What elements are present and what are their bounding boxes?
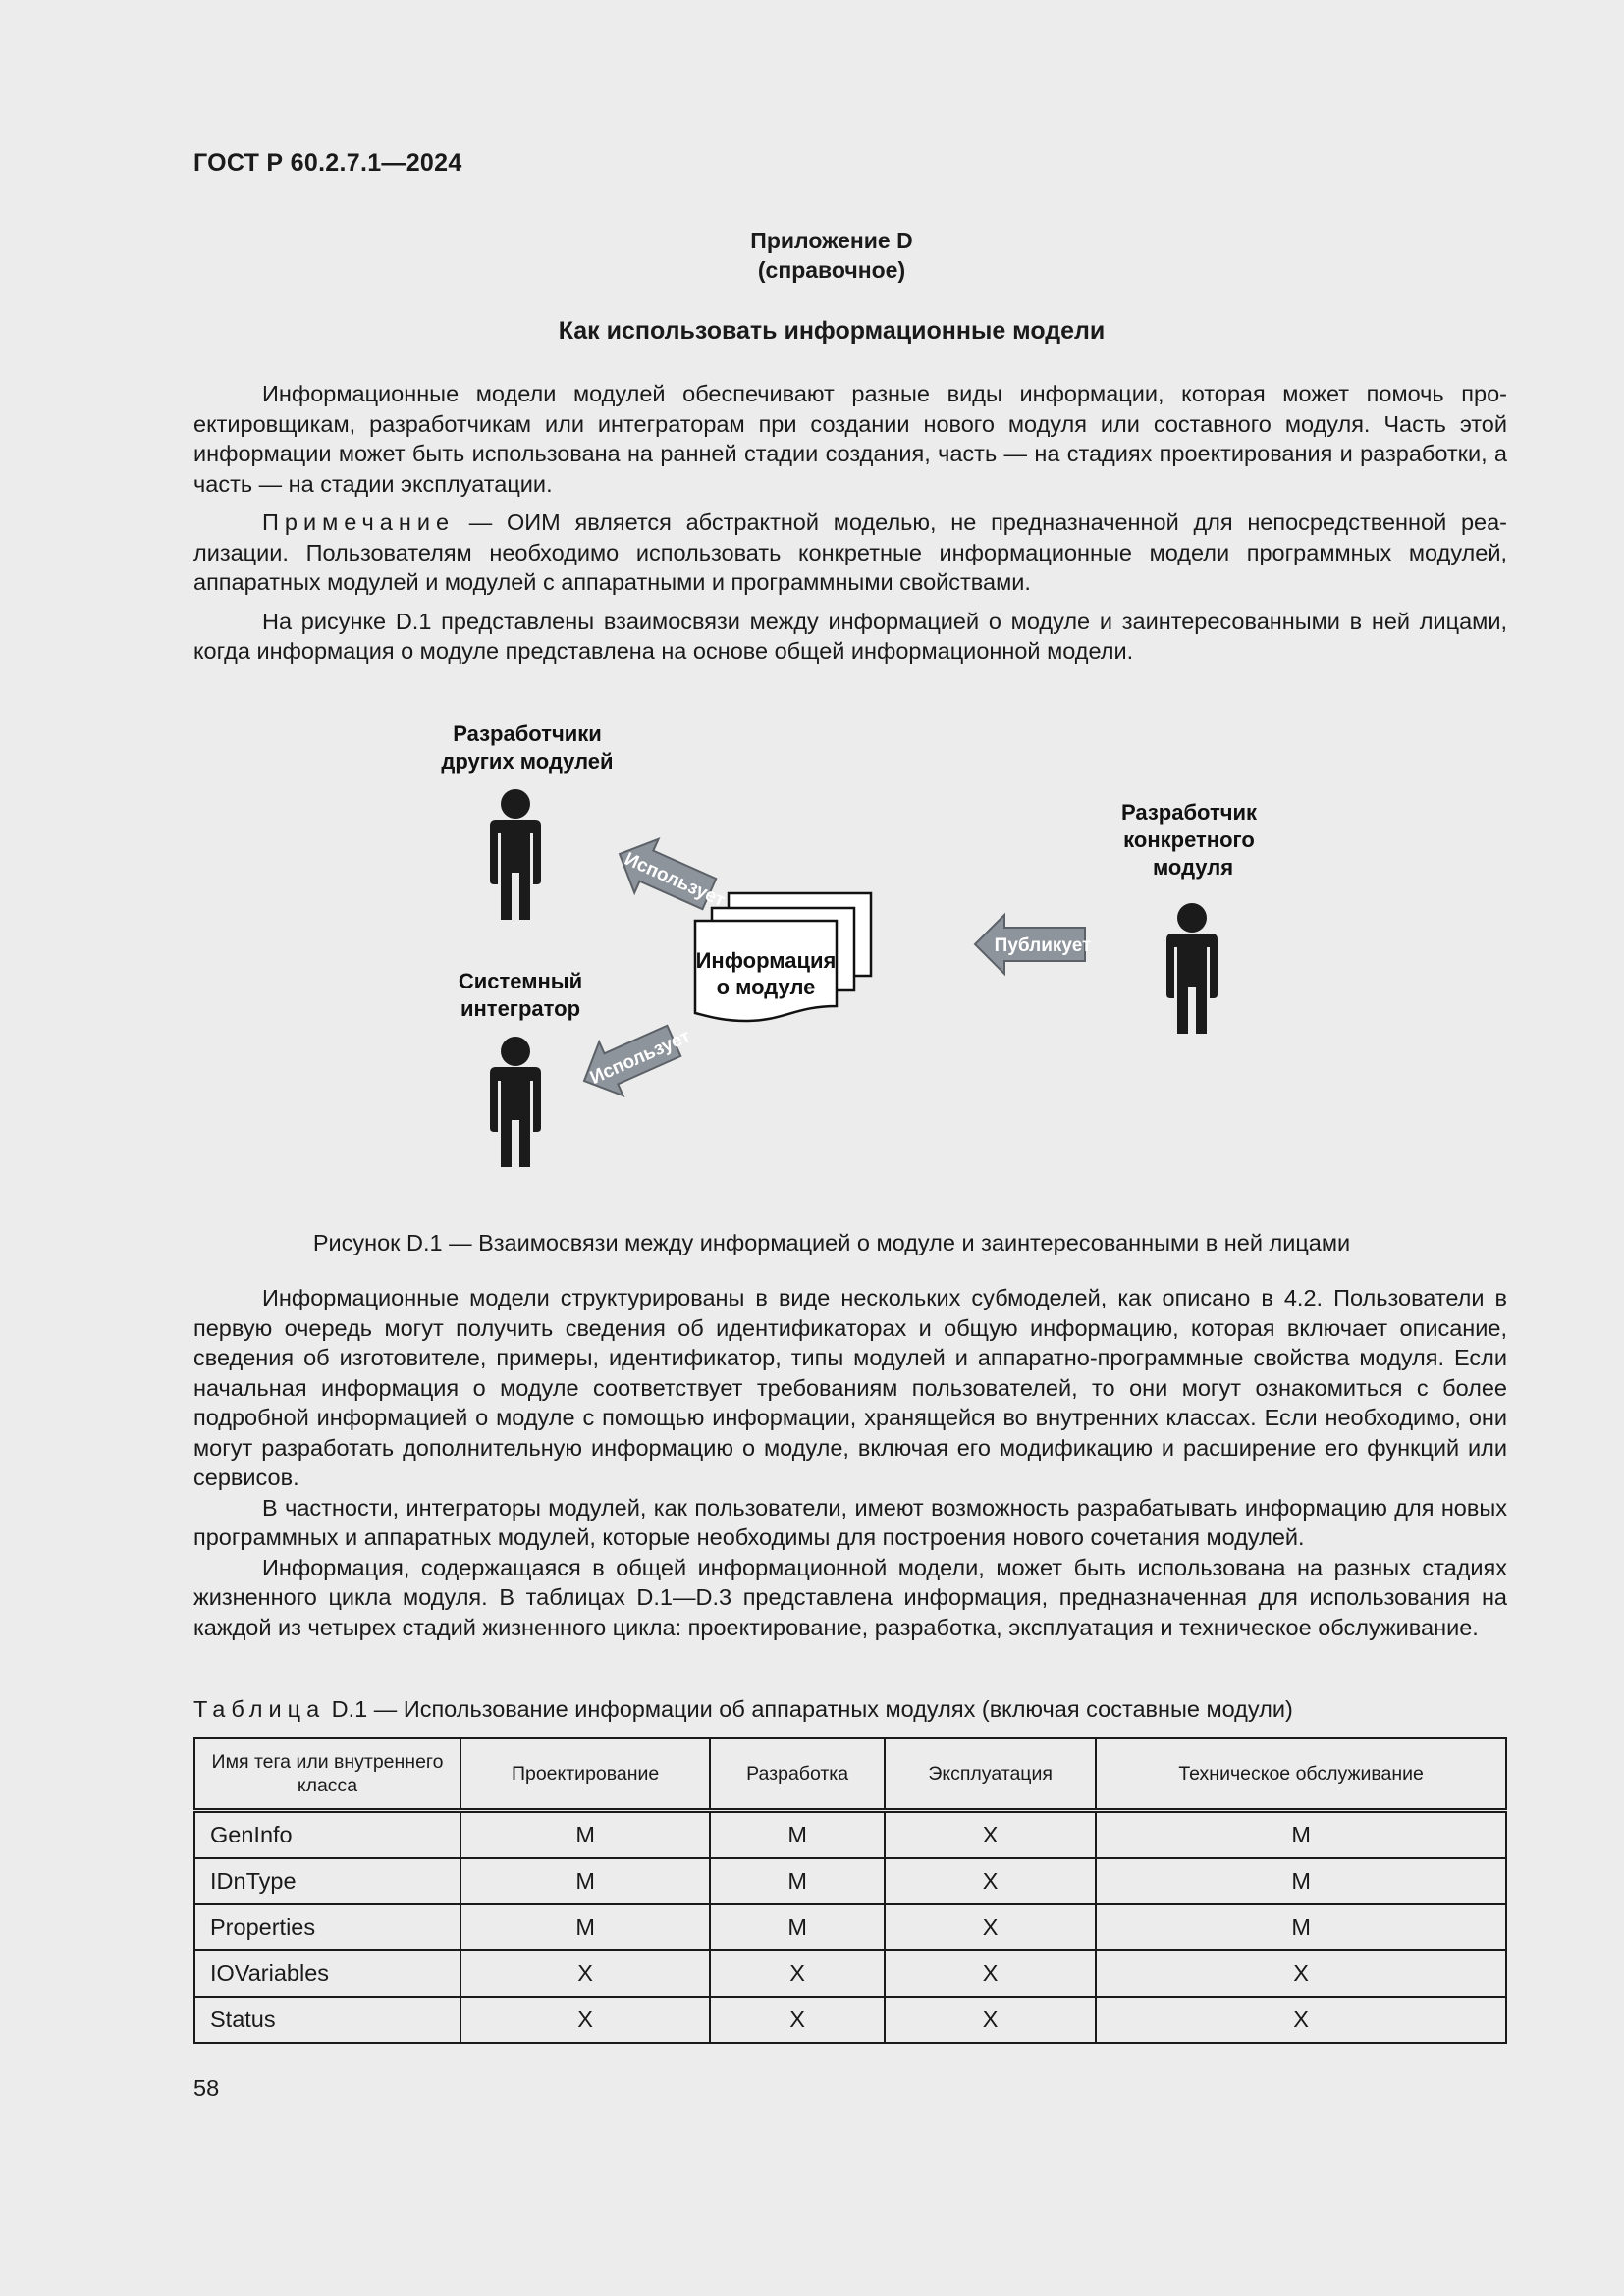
appendix-heading: [0, 226, 1624, 285]
body-paragraph-3: Информация, содержащаяся в общей информационной модели, может быть использована на разных стадиях жизненного цикла модуля. В таблицах D.1—D.3 представлена информация, предназначенная для использования на каждой из четырех стадий жизненного цикла: проектирование, разработка, эксплуатация и техническое обслуживание.: [193, 1554, 1507, 1640]
table-header-cell: Техническое обслуживание: [1096, 1738, 1506, 1811]
table-header-cell: Имя тега или внутреннего класса: [194, 1738, 460, 1811]
table-caption: [193, 1696, 1293, 1723]
integrator-label-line1: Системный: [458, 969, 583, 993]
standard-code: ГОСТ Р 60.2.7.1—2024: [193, 149, 462, 177]
table-cell: X: [710, 1950, 885, 1997]
table-header-cell: Проектирование: [460, 1738, 710, 1811]
table-row: [194, 1858, 1506, 1904]
table-row: [194, 1904, 1506, 1950]
body-paragraph-2: В частности, интеграторы модулей, как пользователи, имеют возможность разрабатывать информацию для новых программных и аппаратных модулей, которые необходимы для построения нового сочетания модулей.: [193, 1494, 1507, 1550]
intro-paragraph-3: На рисунке D.1 представлены взаимосвязи между информацией о модуле и заинтересованными в ней лицами, когда информация о модуле представлена на основе общей информационной модели.: [193, 608, 1507, 664]
module-info-label-line2: о модуле: [716, 975, 816, 999]
uses-arrow-bottom-label: Использует: [586, 1026, 694, 1090]
module-info-label-line1: Информация: [695, 948, 837, 973]
table-cell: M: [460, 1858, 710, 1904]
other-developers-label-line1: Разработчики: [453, 721, 602, 746]
table-caption-text: D.1 — Использование информации об аппаратных модулях (включая составные модули): [325, 1696, 1293, 1722]
table-cell: X: [1096, 1950, 1506, 1997]
table-cell: M: [1096, 1858, 1506, 1904]
table-cell: X: [460, 1950, 710, 1997]
table-cell: IDnType: [194, 1858, 460, 1904]
uses-arrow-top-label: Использует: [621, 848, 729, 912]
appendix-type: (справочное): [757, 257, 906, 283]
person-icon-specific-developer: [1166, 903, 1218, 1034]
table-row: [194, 1950, 1506, 1997]
specific-developer-label-line1: Разработчик: [1120, 800, 1258, 825]
table-cell: M: [710, 1811, 885, 1859]
table-header-cell: Эксплуатация: [885, 1738, 1096, 1811]
table-row: [194, 1811, 1506, 1859]
table-cell: M: [460, 1904, 710, 1950]
table-header-row: [194, 1738, 1506, 1811]
table-cell: M: [710, 1904, 885, 1950]
table-cell: X: [885, 1950, 1096, 1997]
table-cell: IOVariables: [194, 1950, 460, 1997]
uses-arrow-bottom: [572, 1007, 701, 1107]
person-icon-integrator: [490, 1037, 541, 1167]
table-cell: Status: [194, 1997, 460, 2043]
intro-paragraph-1: Информационные модели модулей обеспечивают разные виды информации, которая может помочь проектировщикам, разработчикам или интеграторам при создании нового модуля или составного модуля. Часть этой информации может быть использована на ранней стадии создания, часть — на стадиях проектирования и разработки, а часть — на стадии эксплуатации.: [193, 381, 1507, 497]
info-usage-table: [193, 1737, 1507, 2044]
person-icon-other-developers: [490, 789, 541, 920]
figure-caption: Рисунок D.1 — Взаимосвязи между информацией о модуле и заинтересованными в ней лицами: [312, 1230, 1351, 1255]
table-cell: GenInfo: [194, 1811, 460, 1859]
table-caption-label: Таблица: [193, 1696, 326, 1722]
body-text: [193, 1283, 1507, 1642]
table-row: [194, 1997, 1506, 2043]
table-cell: X: [460, 1997, 710, 2043]
table-cell: M: [1096, 1904, 1506, 1950]
other-developers-label-line2: других модулей: [441, 749, 614, 774]
table-header-cell: Разработка: [710, 1738, 885, 1811]
specific-developer-label-line2: конкретного: [1123, 828, 1255, 852]
figure-d1: [422, 707, 1258, 1198]
specific-developer-label-line3: модуля: [1152, 855, 1234, 880]
table-cell: X: [710, 1997, 885, 2043]
table-cell: X: [885, 1997, 1096, 2043]
publishes-arrow: [975, 915, 1091, 974]
note-paragraph: [193, 507, 1507, 598]
note-text: — ОИМ является абстрактной моделью, не предназначенной для непосредственной реализации. Пользователям необходимо использовать конкретные информационные модели программных модулей, аппаратных модулей и модулей с аппаратными и программными свойствами.: [193, 509, 1507, 595]
table-cell: X: [1096, 1997, 1506, 2043]
integrator-label-line2: интегратор: [460, 996, 581, 1021]
appendix-title: Как использовать информационные модели: [558, 317, 1106, 345]
table-cell: M: [710, 1858, 885, 1904]
page-number: 58: [193, 2075, 220, 2101]
table-cell: X: [885, 1811, 1096, 1859]
table-cell: Properties: [194, 1904, 460, 1950]
publishes-arrow-label: Публикует: [994, 935, 1092, 956]
body-paragraph-1: Информационные модели структурированы в виде нескольких субмоделей, как описано в 4.2. Пользователи в первую очередь могут получить сведения об идентификаторах и общую информацию, которая включает описание, сведения об изготовителе, примеры, идентификатор, типы модулей и аппаратно-программные свойства модуля. Если начальная информация о модуле соответствует требованиям пользователей, то они могут ознакомиться с более подробной информацией о модуле с помощью информации, хранящейся во внутренних классах. Если необходимо, они могут разработать дополнительную информацию о модуле, включая его модификацию и расширение его функций или сервисов.: [193, 1285, 1507, 1490]
table-cell: M: [460, 1811, 710, 1859]
table-cell: X: [885, 1904, 1096, 1950]
table-cell: M: [1096, 1811, 1506, 1859]
appendix-label: Приложение D: [750, 228, 913, 253]
table-cell: X: [885, 1858, 1096, 1904]
intro-text: [193, 379, 1507, 667]
note-label: Примечание: [262, 509, 456, 535]
